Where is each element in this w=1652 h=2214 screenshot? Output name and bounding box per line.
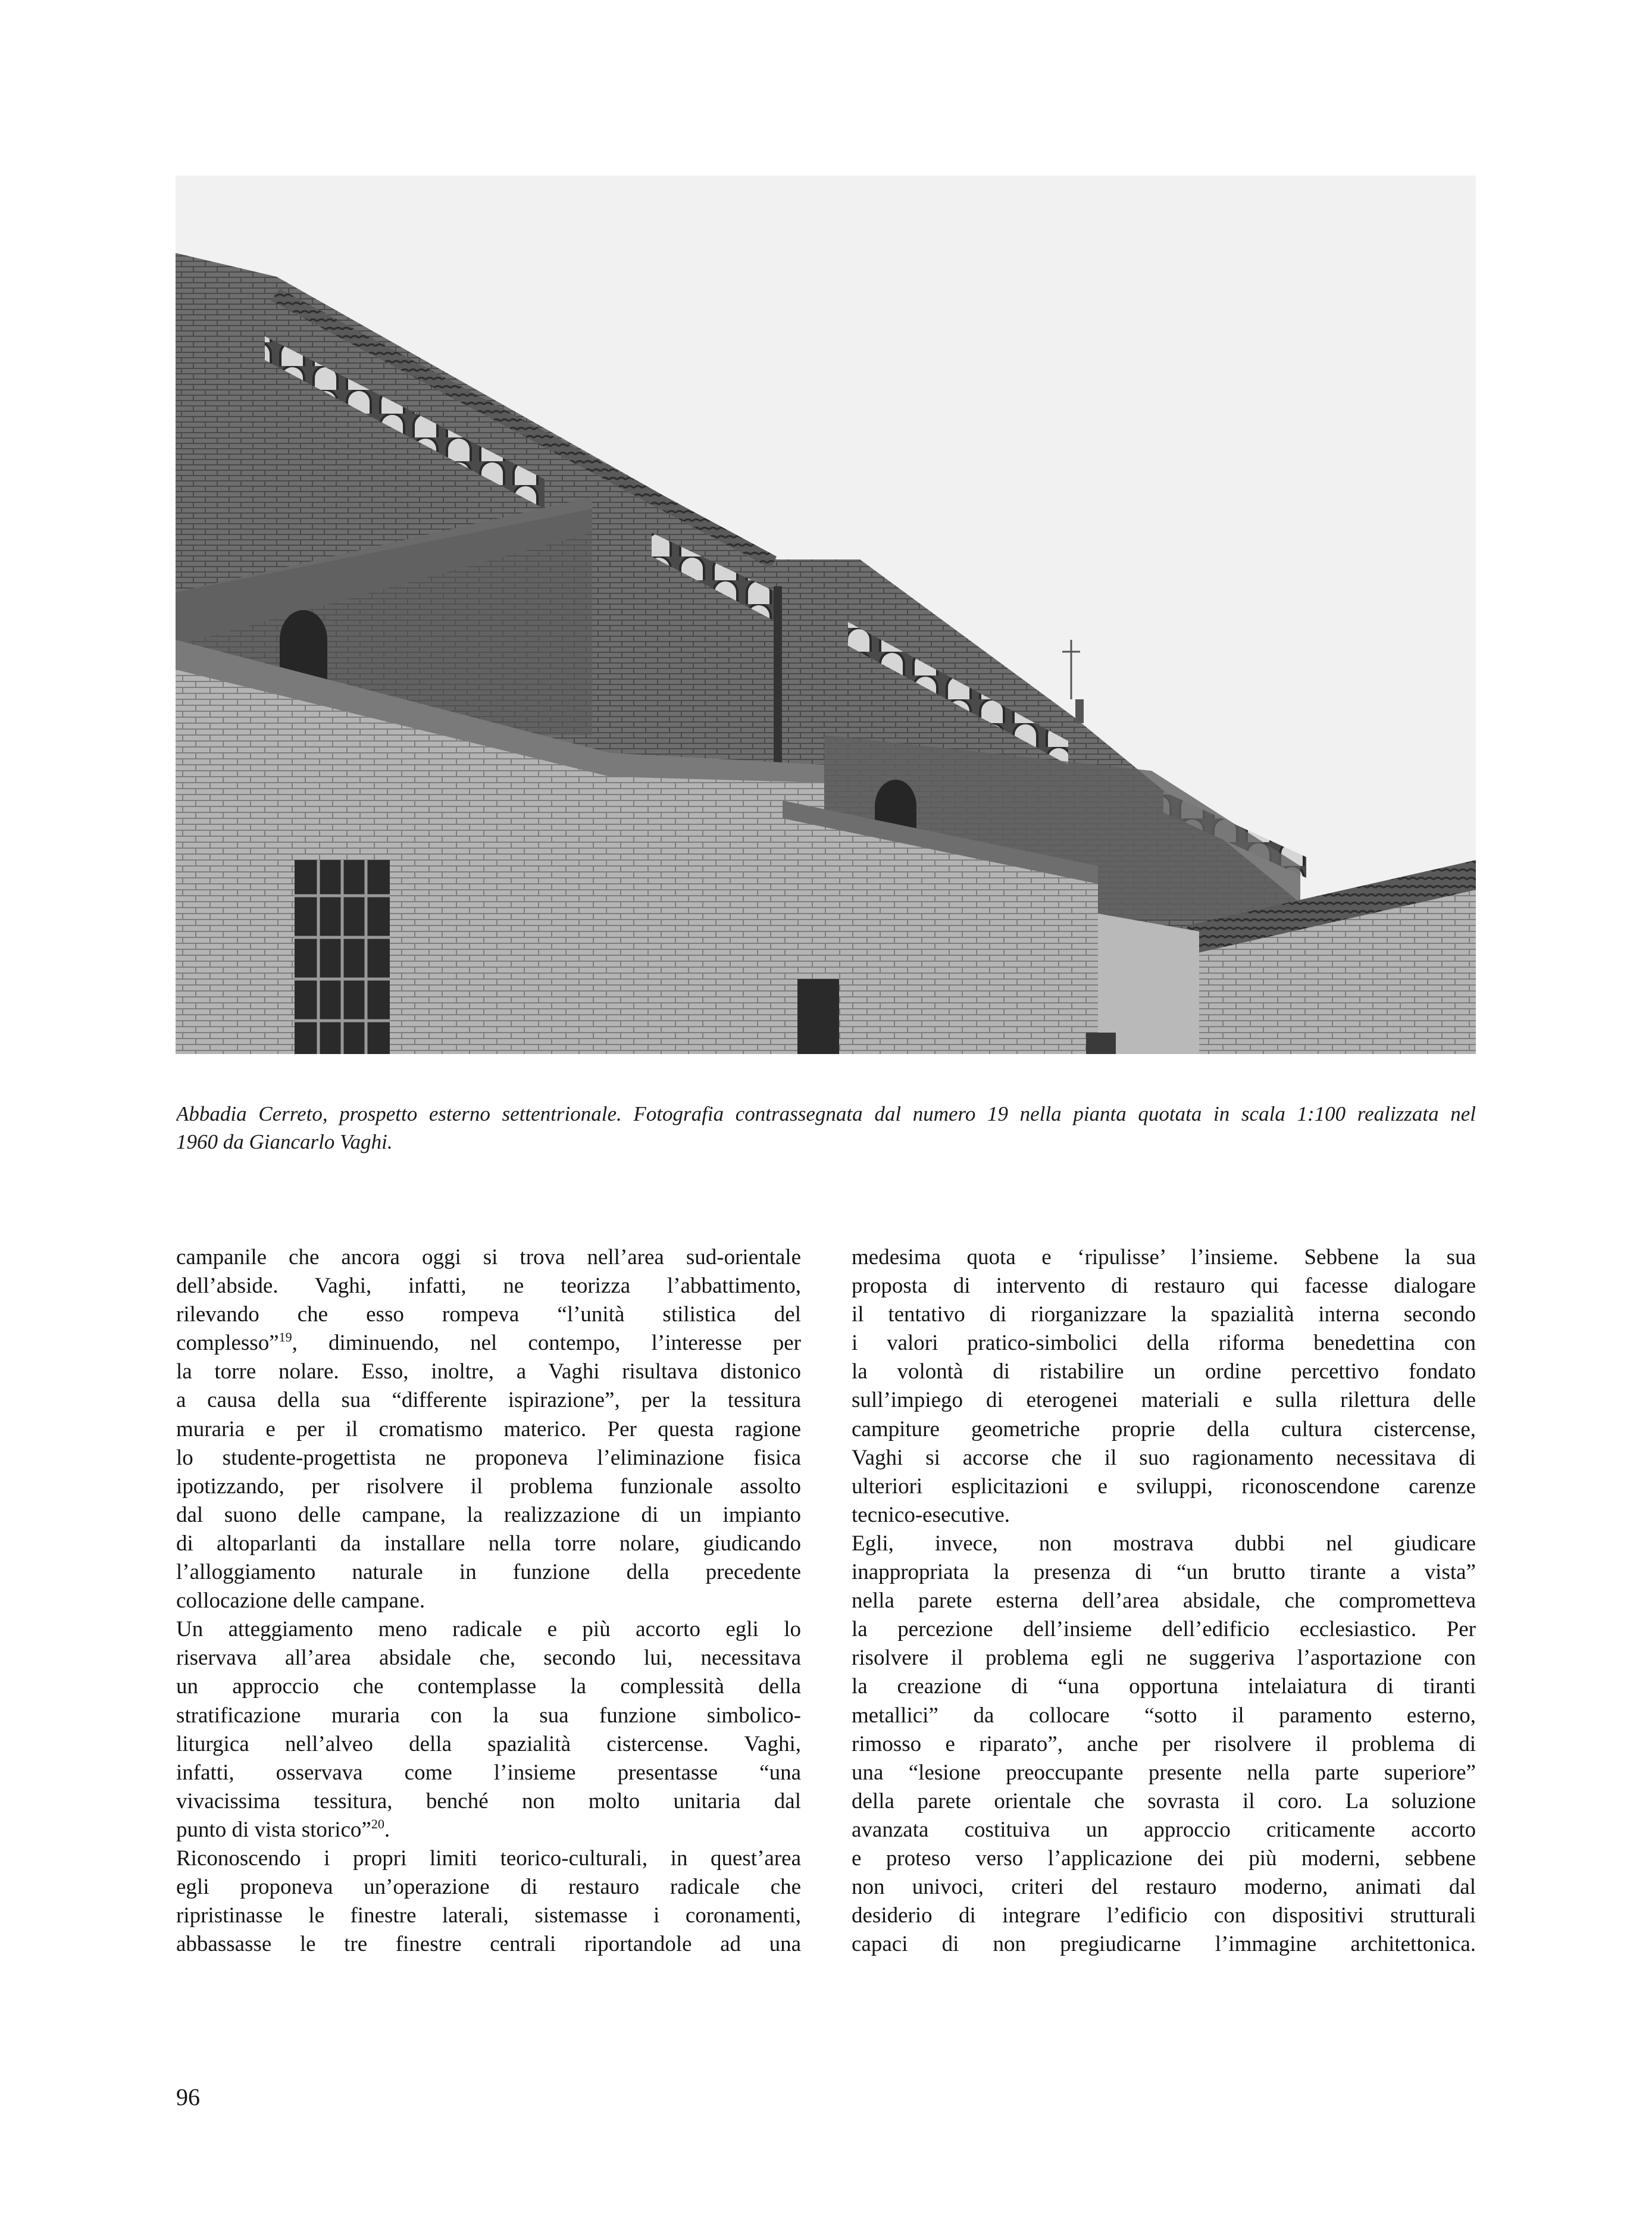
text-line [176,1615,801,1644]
text-line [852,1501,1476,1530]
footnote-reference[interactable]: 19 [279,1330,292,1345]
text-line [852,1329,1476,1358]
text-line-content: desiderio di integrare l’edificio con dispositivi strutturali [852,1903,1476,1928]
footnote-reference[interactable]: 20 [371,1816,384,1831]
text-line-content: la creazione di “una opportuna intelaiatura di tiranti [852,1674,1476,1699]
text-line-content: inappropriata la presenza di “un brutto tirante a vista” [852,1560,1476,1585]
text-line [176,1873,801,1902]
text-line [176,1272,801,1300]
text-line [176,1300,801,1329]
text-line [852,1300,1476,1329]
text-line [176,1501,801,1530]
text-line [852,1873,1476,1902]
text-line [852,1844,1476,1873]
text-line [852,1902,1476,1930]
text-line-content: tecnico-esecutive. [852,1502,1010,1527]
small-window [797,979,839,1054]
text-line-content: di altoparlanti da installare nella torre nolare, giudicando [176,1531,801,1556]
text-line [176,1558,801,1587]
text-line-content: non univoci, criteri del restauro moderno, animati dal [852,1875,1476,1900]
text-line-content: la percezione dell’insieme dell’edificio ecclesiastico. Per [852,1617,1476,1642]
text-line-content: abbassasse le tre finestre centrali riportandole ad una [176,1932,801,1957]
text-line [852,1787,1476,1816]
text-line [852,1672,1476,1701]
text-line [852,1444,1476,1472]
text-line [176,1702,801,1730]
text-line-content: infatti, osservava come l’insieme presentasse “una [176,1760,801,1785]
text-line-content: dal suono delle campane, la realizzazione di un impianto [176,1502,801,1527]
body-column-left [176,1243,801,1959]
text-line-content: ipotizzando, per risolvere il problema funzionale assolto [176,1474,801,1499]
text-line-content: dell’abside. Vaghi, infatti, ne teorizza l’abbattimento, [176,1274,801,1299]
text-line [176,1587,801,1615]
text-line [176,1386,801,1415]
text-line-content: , diminuendo, nel contempo, l’interesse per [292,1331,801,1356]
text-line [176,1759,801,1787]
text-line [176,1730,801,1759]
text-line [176,1787,801,1816]
text-line-content: una “lesione preoccupante presente nella parte superiore” [852,1760,1476,1785]
text-line-content: lo studente-progettista ne proponeva l’eliminazione fisica [176,1445,801,1470]
text-line [852,1358,1476,1386]
caption-line: 1960 da Giancarlo Vaghi. [176,1130,393,1153]
text-line-content: campiture geometriche proprie della cultura cistercense, [852,1416,1476,1441]
text-line-content: liturgica nell’alveo della spazialità cistercense. Vaghi, [176,1731,801,1756]
text-line-content: complesso” [176,1331,279,1356]
text-line [176,1358,801,1386]
text-line-content: avanzata costituiva un approccio criticamente accorto [852,1817,1476,1842]
text-line-content: riservava all’area absidale che, secondo lui, necessitava [176,1646,801,1671]
text-line-content: Riconoscendo i propri limiti teorico-culturali, in quest’area [176,1846,801,1871]
text-line-content: e proteso verso l’applicazione dei più moderni, sebbene [852,1846,1476,1871]
text-line [852,1558,1476,1587]
abbey-photograph [176,176,1476,1054]
text-line [176,1816,801,1844]
text-line [176,1672,801,1701]
text-line-content: punto di vista storico” [176,1817,371,1842]
text-line [852,1386,1476,1415]
text-line-content: capaci di non pregiudicarne l’immagine architettonica. [852,1932,1476,1957]
pinnacle [1075,699,1084,723]
text-line-content: Un atteggiamento meno radicale e più accorto egli lo [176,1617,801,1642]
text-line [852,1530,1476,1558]
text-line [852,1587,1476,1615]
text-line-content: rilevando che esso rompeva “l’unità stilistica del [176,1302,801,1327]
text-line [176,1644,801,1672]
text-line [176,1844,801,1873]
text-line [176,1530,801,1558]
text-line-content: vivacissima tessitura, benché non molto unitaria dal [176,1788,801,1813]
text-line-content: muraria e per il cromatismo materico. Per questa ragione [176,1416,801,1441]
text-line [852,1930,1476,1959]
caption-line: Abbadia Cerreto, prospetto esterno settentrionale. Fotografia contrassegnata dal numero 19 nella pianta quotata in scala 1:100 realizzata nel [176,1102,1476,1125]
text-line-content: della parete orientale che sovrasta il coro. La soluzione [852,1788,1476,1813]
figure-photo [176,176,1476,1054]
text-line-content: il tentativo di riorganizzare la spazialità interna secondo [852,1302,1476,1327]
figure-caption [176,1100,1476,1156]
text-line-content: rimosso e riparato”, anche per risolvere il problema di [852,1731,1476,1756]
page-number: 96 [176,2084,200,2110]
text-line-content: . [384,1817,390,1842]
text-line-content: nella parete esterna dell’area absidale, che comprometteva [852,1588,1476,1613]
text-line [852,1816,1476,1844]
text-line [176,1902,801,1930]
text-line [176,1243,801,1272]
text-line [176,1329,801,1358]
text-line [852,1272,1476,1300]
text-line-content: medesima quota e ‘ripulisse’ l’insieme. Sebbene la sua [852,1245,1476,1269]
text-line [852,1759,1476,1787]
text-line [176,1930,801,1959]
text-line [852,1702,1476,1730]
text-line-content: un approccio che contemplasse la complessità della [176,1674,801,1699]
text-line-content: ulteriori esplicitazioni e sviluppi, riconoscendone carenze [852,1474,1476,1499]
text-line-content: collocazione delle campane. [176,1588,425,1613]
text-line [852,1730,1476,1759]
body-column-right [852,1243,1476,1959]
text-line [176,1472,801,1501]
text-line-content: stratificazione muraria con la sua funzione simbolico- [176,1703,801,1728]
text-line-content: la volontà di ristabilire un ordine percettivo fondato [852,1359,1476,1384]
text-line-content: l’alloggiamento naturale in funzione della precedente [176,1560,801,1585]
text-line-content: metallici” da collocare “sotto il paramento esterno, [852,1703,1476,1728]
text-line-content: Vaghi si accorse che il suo ragionamento necessitava di [852,1445,1476,1470]
text-line-content: i valori pratico-simbolici della riforma benedettina con [852,1331,1476,1356]
text-line-content: a causa della sua “differente ispirazione”, per la tessitura [176,1388,801,1413]
text-line [852,1243,1476,1272]
text-line-content: la torre nolare. Esso, inoltre, a Vaghi risultava distonico [176,1359,801,1384]
text-line [176,1415,801,1444]
text-line-content: sull’impiego di eterogenei materiali e sulla rilettura delle [852,1388,1476,1413]
text-line-content: campanile che ancora oggi si trova nell’area sud-orientale [176,1245,801,1269]
text-line-content: Egli, invece, non mostrava dubbi nel giudicare [852,1531,1476,1556]
downpipe [774,586,782,771]
text-line [852,1415,1476,1444]
text-line-content: proposta di intervento di restauro qui facesse dialogare [852,1274,1476,1299]
text-line-content: ripristinasse le finestre laterali, sistemasse i coronamenti, [176,1903,801,1928]
text-line-content: egli proponeva un’operazione di restauro radicale che [176,1875,801,1900]
text-line [852,1644,1476,1672]
text-line [176,1444,801,1472]
tiny-window [1086,1033,1116,1054]
text-line [852,1472,1476,1501]
text-line [852,1615,1476,1644]
text-line-content: risolvere il problema egli ne suggeriva l’asportazione con [852,1646,1476,1671]
